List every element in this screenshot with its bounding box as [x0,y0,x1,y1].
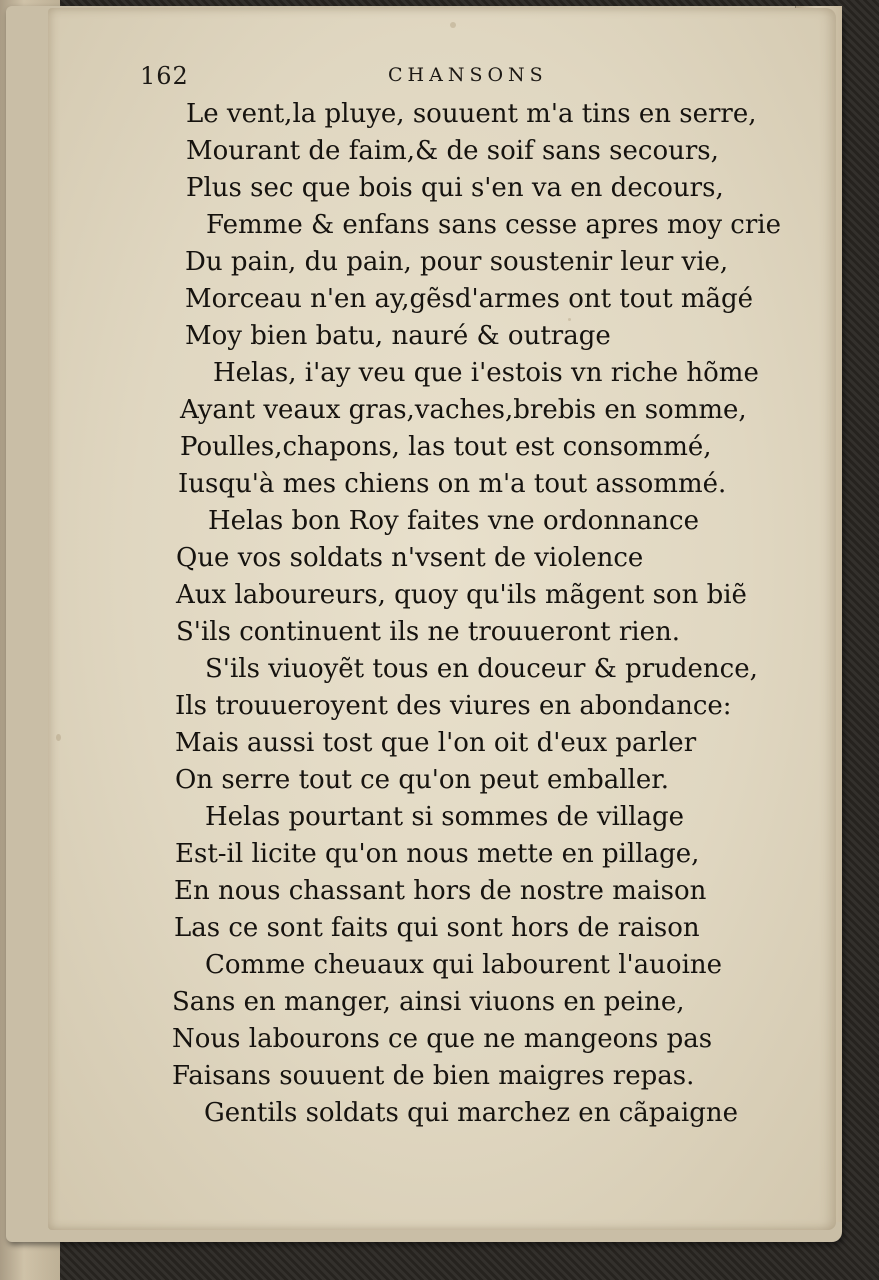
verse-line: S'ils continuent ils ne trouueront rien. [176,617,680,647]
verse-line: Sans en manger, ainsi viuons en peine, [172,987,685,1017]
verse-line: Du pain, du pain, pour soustenir leur vie, [185,247,729,277]
verse-line: Comme cheuaux qui labourent l'auoine [205,950,723,980]
verse-line: Helas pourtant si sommes de village [205,802,685,832]
verse-line: En nous chassant hors de nostre maison [174,876,707,906]
verse-line: Gentils soldats qui marchez en cãpaigne [204,1098,739,1128]
verse-line: Ayant veaux gras,vaches,brebis en somme, [180,395,747,425]
verse-line: Poulles,chapons, las tout est consommé, [180,432,712,462]
verse-line: Mourant de faim,& de soif sans secours, [186,136,719,166]
verse-line: Est-il licite qu'on nous mette en pillage, [175,839,700,869]
verse-line: Plus sec que bois qui s'en va en decours, [186,173,724,203]
verse-line: Iusqu'à mes chiens on m'a tout assommé. [178,469,727,499]
verse-line: Ils trouueroyent des viures en abondance: [175,691,732,721]
verse-line: Aux laboureurs, quoy qu'ils mãgent son biẽ [176,580,747,610]
verse-line: Femme & enfans sans cesse apres moy crie [206,210,781,240]
verse-line: S'ils viuoyẽt tous en douceur & prudence, [205,654,758,684]
verse-line: On serre tout ce qu'on peut emballer. [175,765,670,795]
page-number: 162 [140,62,189,90]
verse-line: Que vos soldats n'vsent de violence [176,543,644,573]
verse-line: Faisans souuent de bien maigres repas. [172,1061,695,1091]
verse-line: Le vent,la pluye, souuent m'a tins en serre, [186,99,757,129]
verse-line: Mais aussi tost que l'on oit d'eux parler [175,728,697,758]
verse-line: Helas bon Roy faites vne ordonnance [208,506,700,536]
verse-line: Morceau n'en ay,gẽsd'armes ont tout mãgé [185,284,754,314]
verse-line: Las ce sont faits qui sont hors de raison [174,913,700,943]
running-title: CHANSONS [388,64,548,86]
verse-line: Moy bien batu, nauré & outrage [185,321,611,351]
verse-line: Helas, i'ay veu que i'estois vn riche hõme [213,358,759,388]
verse-line: Nous labourons ce que ne mangeons pas [172,1024,713,1054]
